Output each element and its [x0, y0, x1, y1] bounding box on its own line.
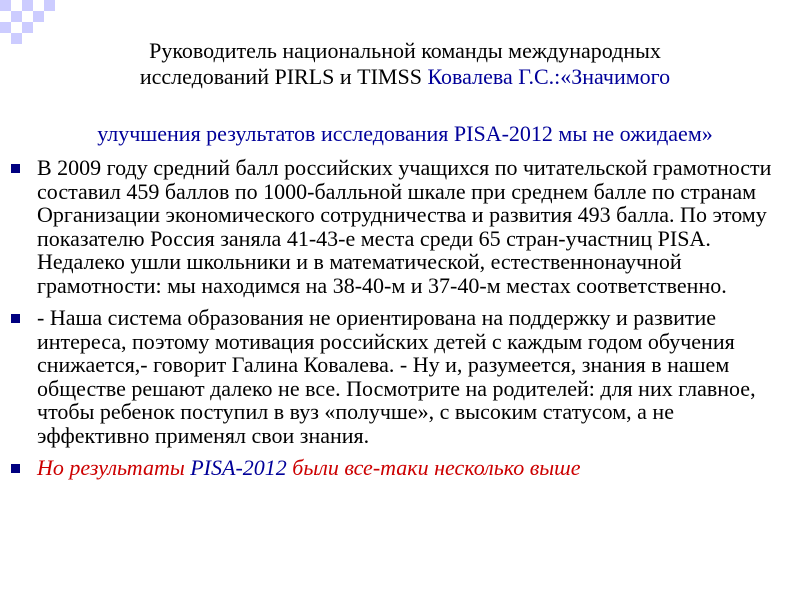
bullet-item: [0, 156, 800, 297]
slide-subtitle: улучшения результатов исследования PISA-2012 мы не ожидаем»: [97, 121, 713, 146]
emphasis-pisa: PISA-2012: [190, 455, 287, 480]
title-line1-b: исследований PIRLS и TIMSS: [139, 64, 428, 89]
bullet-square-icon: [11, 464, 20, 473]
bullet-text-emphasis: [37, 455, 581, 480]
slide-title: [20, 38, 790, 90]
bullet-item: [0, 306, 800, 447]
title-line1-a: Руководитель национальной команды международных: [149, 38, 661, 63]
title-highlight: Ковалева Г.С.:«Значимого: [427, 64, 671, 89]
bullet-square-icon: [11, 164, 20, 173]
bullet-item-emphasis: [0, 456, 800, 480]
emphasis-part-a: Но результаты: [37, 455, 191, 480]
bullet-text: - Наша система образования не ориентирована на поддержку и развитие интереса, поэтому мотивация российских детей с каждым годом обучения снижается,- говорит Галина Ковалева. - Ну и, разумеется, знания в нашем обществе решают далеко не все. Посмотрите на родителей: для них главное, чтобы ребенок поступил в вуз «получше», с высоким статусом, а не эффективно применял свои знания.: [37, 305, 756, 448]
bullet-text: В 2009 году средний балл российских учащихся по читательской грамотности составил 459 баллов по 1000-балльной шкале при среднем балле по странам Организации экономического сотрудничества и развития 493 балла. По этому показателю Россия заняла 41-43-е места среди 65 стран-участниц PISA. Недалеко ушли школьники и в математической, естественнонаучной грамотности: мы находимся на 38-40-м и 37-40-м местах соответственно.: [37, 155, 772, 298]
bullet-square-icon: [11, 314, 20, 323]
emphasis-part-b: были все-таки несколько выше: [286, 455, 581, 480]
bullet-list: [0, 156, 800, 489]
